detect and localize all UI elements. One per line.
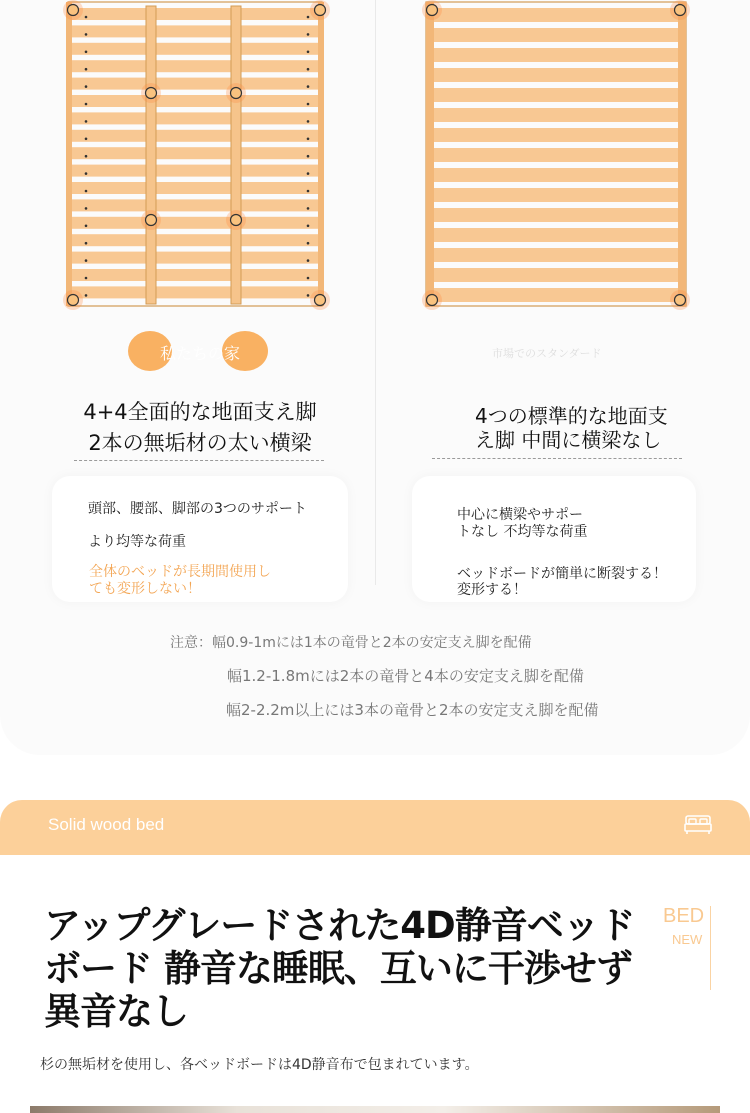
screw-dot [85,138,88,141]
support-leg [146,215,157,226]
screw-dot [307,51,310,54]
slat [434,8,678,22]
slat [72,165,318,177]
slat [434,188,678,202]
screw-dot [307,277,310,280]
product-photo-edge [30,1106,720,1113]
support-leg [675,295,686,306]
screw-dot [307,207,310,210]
main-title: アップグレードされた4D静音ベッドボード 静音な睡眠、互いに干渉せず異音なし [44,904,635,1033]
slat [434,68,678,82]
slat [72,130,318,142]
slat [72,286,318,298]
support-leg [68,295,79,306]
screw-dot [307,155,310,158]
left-heading [60,397,340,459]
support-leg [231,88,242,99]
right-heading [435,404,715,452]
screw-dot [85,207,88,210]
slat [434,228,678,242]
screw-dot [307,16,310,19]
slat [72,25,318,37]
slat [72,269,318,281]
bed-icon [683,814,713,836]
main-description: 杉の無垢材を使用し、各ベッドボードは4D静音布で包まれています。 [40,1057,479,1073]
screw-dot [307,138,310,141]
right-box-line3: ベッドボードが簡単に断裂する！ [457,566,667,582]
left-box-line1: 頭部、腰部、脚部の3つのサポート [88,501,307,517]
side-tag-line [710,906,711,990]
slat [434,208,678,222]
right-box-line1: 中心に横梁やサポー [457,507,583,523]
screw-dot [85,68,88,71]
slat [72,78,318,90]
right-bed-frame-illustration [420,0,692,316]
side-tag-new: NEW [672,932,703,947]
slat [434,248,678,262]
support-leg [146,88,157,99]
screw-dot [85,294,88,297]
screw-dot [307,172,310,175]
slat [434,168,678,182]
slat [72,217,318,229]
slat [434,48,678,62]
screw-dot [85,155,88,158]
support-leg [427,295,438,306]
screw-dot [85,120,88,123]
screw-dot [85,33,88,36]
left-box-line2: より均等な荷重 [88,534,186,550]
slat [434,108,678,122]
right-heading-underline [432,458,682,459]
screw-dot [307,225,310,228]
slat [72,8,318,20]
screw-dot [307,242,310,245]
screw-dot [307,68,310,71]
right-box-line4: 変形する！ [457,582,527,598]
left-heading-underline [74,460,324,461]
screw-dot [307,85,310,88]
screw-dot [85,85,88,88]
screw-dot [307,120,310,123]
support-leg [675,5,686,16]
screw-dot [307,33,310,36]
screw-dot [85,242,88,245]
slat [434,288,678,302]
slat [72,112,318,124]
banner-title: Solid wood bed [48,815,165,834]
slat [72,182,318,194]
slat [72,60,318,72]
section-banner [0,800,750,855]
support-leg [315,5,326,16]
right-heading-line2: え脚 中間に横梁なし [475,428,662,452]
note-line-1: 注意：幅0.9-1mには1本の竜骨と2本の安定支え脚を配備 [170,635,532,651]
support-leg [231,215,242,226]
screw-dot [85,277,88,280]
screw-dot [85,172,88,175]
screw-dot [307,190,310,193]
screw-dot [85,51,88,54]
right-badge-text: 市場でのスタンダード [492,347,602,360]
slat [434,128,678,142]
right-heading-line1: 4つの標準的な地面支 [475,404,668,428]
support-leg [68,5,79,16]
note-line-2: 幅1.2-1.8mには2本の竜骨と4本の安定支え脚を配備 [227,667,584,685]
slat [434,88,678,102]
slat [434,28,678,42]
screw-dot [85,190,88,193]
slat [72,147,318,159]
left-badge-text: 私たちの家 [159,344,240,363]
slat [72,43,318,55]
screw-dot [85,16,88,19]
left-badge [128,331,268,371]
support-leg [427,5,438,16]
comparison-divider [375,0,376,585]
screw-dot [307,103,310,106]
screw-dot [307,294,310,297]
left-box-highlight1: 全体のベッドが長期間使用し [89,564,271,580]
left-heading-line1: 4+4全面的な地面支え脚 [83,400,317,424]
left-heading-line2: 2本の無垢材の太い横梁 [88,431,312,455]
side-tag-bed: BED [663,905,705,927]
slat [72,252,318,264]
slat [72,199,318,211]
note-line-3: 幅2-2.2m以上には3本の竜骨と2本の安定支え脚を配備 [226,701,599,719]
slat [434,268,678,282]
screw-dot [307,259,310,262]
slat [72,95,318,107]
screw-dot [85,259,88,262]
slat [434,148,678,162]
screw-dot [85,103,88,106]
slat [72,234,318,246]
screw-dot [85,225,88,228]
right-box-line2: トなし 不均等な荷重 [457,524,588,540]
left-box-highlight2: ても変形しない！ [89,581,201,597]
support-leg [315,295,326,306]
left-bed-frame-illustration [62,0,334,316]
